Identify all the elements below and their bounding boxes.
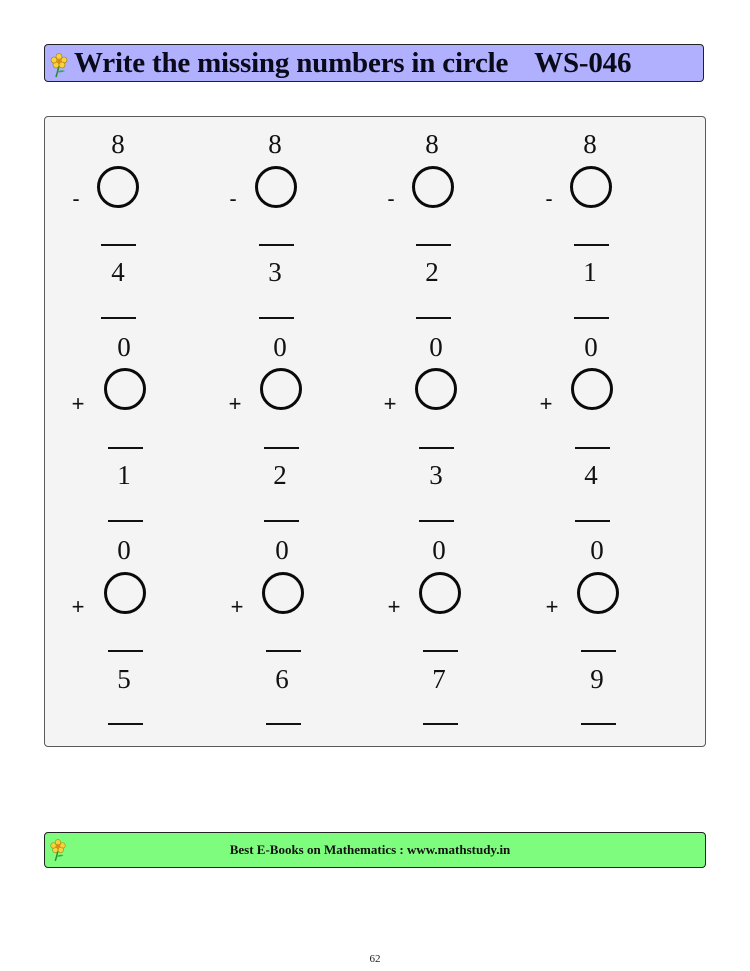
line bbox=[574, 317, 609, 319]
worksheet-code: WS-046 bbox=[534, 47, 632, 79]
result-number: 2 bbox=[425, 257, 439, 287]
result-number: 5 bbox=[117, 664, 131, 694]
result-number: 6 bbox=[275, 664, 289, 694]
top-number: 8 bbox=[425, 129, 439, 159]
result-number: 9 bbox=[590, 664, 604, 694]
line bbox=[101, 244, 136, 246]
line bbox=[266, 650, 301, 652]
operator-plus: + bbox=[71, 391, 85, 416]
missing-number-circle[interactable] bbox=[104, 572, 146, 614]
line bbox=[416, 317, 451, 319]
missing-number-circle[interactable] bbox=[419, 572, 461, 614]
operator-plus: + bbox=[71, 594, 85, 619]
result-number: 1 bbox=[583, 257, 597, 287]
top-number: 8 bbox=[268, 129, 282, 159]
line bbox=[108, 520, 143, 522]
operator-plus: + bbox=[230, 594, 244, 619]
footer-banner bbox=[44, 832, 706, 868]
line bbox=[101, 317, 136, 319]
line bbox=[108, 650, 143, 652]
page-number: 62 bbox=[369, 953, 381, 965]
operator-plus: + bbox=[383, 391, 397, 416]
worksheet-title: Write the missing numbers in circle bbox=[74, 47, 509, 79]
line bbox=[581, 723, 616, 725]
top-number: 0 bbox=[429, 332, 443, 362]
worksheet-problems-box bbox=[44, 116, 706, 747]
top-number: 0 bbox=[117, 535, 131, 565]
operator-plus: + bbox=[387, 594, 401, 619]
line bbox=[416, 244, 451, 246]
operator-minus: - bbox=[545, 186, 553, 211]
line bbox=[575, 447, 610, 449]
missing-number-circle[interactable] bbox=[97, 166, 139, 208]
missing-number-circle[interactable] bbox=[571, 368, 613, 410]
line bbox=[264, 520, 299, 522]
operator-plus: + bbox=[539, 391, 553, 416]
result-number: 1 bbox=[117, 460, 131, 490]
top-number: 0 bbox=[275, 535, 289, 565]
line bbox=[575, 520, 610, 522]
operator-minus: - bbox=[387, 186, 395, 211]
top-number: 0 bbox=[590, 535, 604, 565]
operator-plus: + bbox=[228, 391, 242, 416]
line bbox=[419, 447, 454, 449]
top-number: 8 bbox=[111, 129, 125, 159]
top-number: 0 bbox=[584, 332, 598, 362]
line bbox=[108, 723, 143, 725]
footer-link-text[interactable]: Best E-Books on Mathematics : www.mathstudy.in bbox=[229, 842, 511, 857]
result-number: 4 bbox=[111, 257, 125, 287]
top-number: 8 bbox=[583, 129, 597, 159]
result-number: 7 bbox=[432, 664, 446, 694]
line bbox=[259, 317, 294, 319]
top-number: 0 bbox=[273, 332, 287, 362]
missing-number-circle[interactable] bbox=[104, 368, 146, 410]
missing-number-circle[interactable] bbox=[260, 368, 302, 410]
missing-number-circle[interactable] bbox=[570, 166, 612, 208]
result-number: 3 bbox=[268, 257, 282, 287]
line bbox=[264, 447, 299, 449]
operator-plus: + bbox=[545, 594, 559, 619]
line bbox=[423, 650, 458, 652]
line bbox=[419, 520, 454, 522]
worksheet-title-bar bbox=[44, 44, 704, 82]
line bbox=[259, 244, 294, 246]
missing-number-circle[interactable] bbox=[262, 572, 304, 614]
missing-number-circle[interactable] bbox=[415, 368, 457, 410]
line bbox=[423, 723, 458, 725]
result-number: 2 bbox=[273, 460, 287, 490]
top-number: 0 bbox=[117, 332, 131, 362]
operator-minus: - bbox=[72, 186, 80, 211]
line bbox=[581, 650, 616, 652]
result-number: 4 bbox=[584, 460, 598, 490]
line bbox=[574, 244, 609, 246]
flower-icon bbox=[48, 52, 70, 78]
result-number: 3 bbox=[429, 460, 443, 490]
missing-number-circle[interactable] bbox=[412, 166, 454, 208]
missing-number-circle[interactable] bbox=[255, 166, 297, 208]
missing-number-circle[interactable] bbox=[577, 572, 619, 614]
operator-minus: - bbox=[229, 186, 237, 211]
line bbox=[108, 447, 143, 449]
top-number: 0 bbox=[432, 535, 446, 565]
line bbox=[266, 723, 301, 725]
